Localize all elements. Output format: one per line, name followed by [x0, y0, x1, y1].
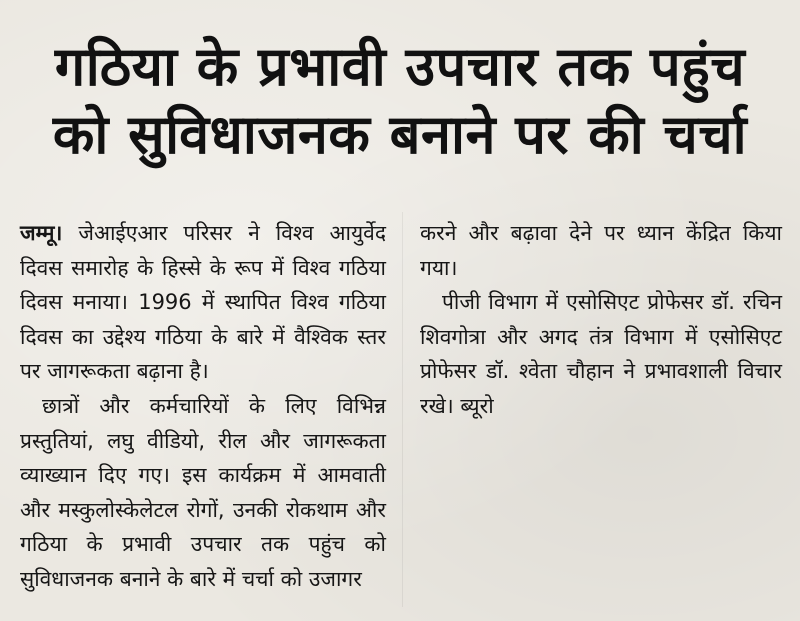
paragraph-1 — [20, 216, 386, 389]
headline-line-1: गठिया के प्रभावी उपचार तक पहुंच — [54, 35, 746, 98]
column-divider — [402, 212, 403, 607]
paragraph-1-text: जेआईएआर परिसर ने विश्व आयुर्वेद दिवस समारोह के हिस्से के रूप में विश्व गठिया दिवस मनाया। 1996 में स्थापित विश्व गठिया दिवस का उद्देश्य गठिया के बारे में वैश्विक स्तर पर जागरूकता बढ़ाना है। — [20, 221, 386, 384]
article-column-left — [20, 216, 386, 597]
paragraph-2: छात्रों और कर्मचारियों के लिए विभिन्न प्रस्तुतियां, लघु वीडियो, रील और जागरूकता व्याख्यान दिए गए। इस कार्यक्रम में आमवाती और मस्कुलोस्केलेटल रोगों, उनकी रोकथाम और गठिया के प्रभावी उपचार तक पहुंच को सुविधाजनक बनाने के बारे में चर्चा को उजागर — [20, 393, 386, 591]
article-column-right — [420, 216, 782, 424]
dateline: जम्मू। — [20, 221, 63, 245]
paragraph-3: पीजी विभाग में एसोसिएट प्रोफेसर डॉ. रचिन शिवगोत्रा और अगद तंत्र विभाग में एसोसिएट प्रोफेसर डॉ. श्वेता चौहान ने प्रभावशाली विचार रखे। ब्यूरो — [420, 290, 782, 418]
paragraph-2-continued: करने और बढ़ावा देने पर ध्यान केंद्रित किया गया। — [420, 221, 782, 280]
headline-line-2: को सुविधाजनक बनाने पर की चर्चा — [52, 103, 748, 166]
